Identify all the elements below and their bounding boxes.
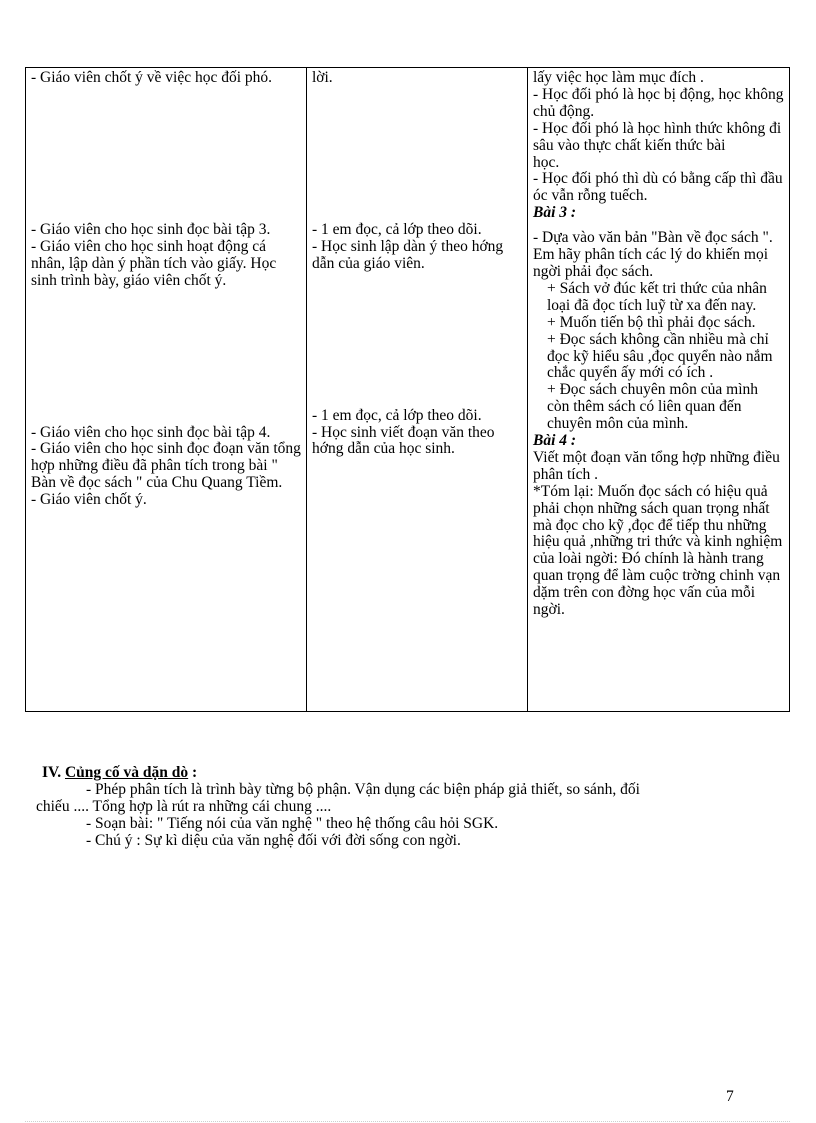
section-title: Củng cố và dặn dò bbox=[64, 764, 189, 781]
student-activity-cell bbox=[307, 68, 528, 712]
table-row bbox=[26, 68, 790, 712]
text-block: + Đọc sách chuyên môn của mình còn thêm sách có liên quan đến chuyên môn của mình. bbox=[547, 381, 759, 433]
summary-line: chiếu .... Tổng hợp là rút ra những cái chung .... bbox=[36, 797, 332, 815]
text-block: - 1 em đọc, cả lớp theo dõi. bbox=[312, 406, 482, 424]
text-block: - 1 em đọc, cả lớp theo dõi. bbox=[312, 220, 482, 238]
consolidation-section bbox=[36, 765, 781, 850]
section-number: IV. bbox=[42, 764, 62, 781]
text-block: - Học đối phó thì dù có bằng cấp thì đầu óc vẫn rỗng tuếch. bbox=[533, 170, 783, 205]
text-block: - Học sinh viết đoạn văn theo hớng dẫn của học sinh. bbox=[312, 423, 495, 458]
text-block: *Tóm lại: Muốn đọc sách có hiệu quả phải chọn những sách quan trọng nhất mà đọc cho kỹ ,đọc để tiếp thu những hiệu quả ,những tri thức và kinh nghiệm của loài ngời: Đó chính là hành trang quan trọng để làm cuộc trờng chinh vạn dặm trên con đờng học vấn của mỗi ngời. bbox=[533, 482, 783, 619]
exercise-heading: Bài 3 : bbox=[533, 204, 577, 222]
section-colon: : bbox=[188, 764, 198, 781]
exercise-heading: Bài 4 : bbox=[533, 432, 577, 450]
text-block: + Sách vở đúc kết tri thức của nhân loại đã đọc tích luỹ từ xa đến nay. bbox=[547, 279, 767, 314]
content-cell bbox=[528, 68, 790, 712]
section-heading bbox=[36, 765, 781, 782]
text-block: Viết một đoạn văn tổng hợp những điều phân tích . bbox=[533, 448, 780, 483]
text-block: - Học đối phó là học hình thức không đi sâu vào thực chất kiến thức bài bbox=[533, 119, 782, 154]
text-block: - Dựa vào văn bản "Bàn về đọc sách ". Em hãy phân tích các lý do khiến mọi ngời phải đọc sách. bbox=[533, 229, 773, 280]
text-block: - Học sinh lập dàn ý theo hớng dẫn của giáo viên. bbox=[312, 237, 504, 272]
teacher-activity-cell bbox=[26, 68, 307, 712]
text-block: - Giáo viên cho học sinh hoạt động cá nhân, lập dàn ý phần tích vào giấy. Học sinh trình bày, giáo viên chốt ý. bbox=[31, 237, 277, 289]
text-block: - Học đối phó là học bị động, học không chủ động. bbox=[533, 85, 784, 120]
lesson-table bbox=[25, 67, 790, 712]
summary-line: - Phép phân tích là trình bày từng bộ phận. Vận dụng các biện pháp giả thiết, so sánh, đối bbox=[86, 780, 640, 798]
text-block: - Giáo viên cho học sinh đọc bài tập 3. bbox=[31, 220, 271, 238]
note-line: - Chú ý : Sự kì diệu của văn nghệ đối với đời sống con ngời. bbox=[86, 831, 461, 849]
text-block: - Giáo viên chốt ý. bbox=[31, 491, 147, 509]
text-block: + Muốn tiến bộ thì phải đọc sách. bbox=[547, 313, 756, 331]
page-number: 7 bbox=[726, 1088, 734, 1105]
text-block: - Giáo viên chốt ý về việc học đối phó. bbox=[31, 69, 273, 86]
homework-line: - Soạn bài: " Tiếng nói của văn nghệ " theo hệ thống câu hỏi SGK. bbox=[86, 814, 499, 832]
text-block: - Giáo viên cho học sinh đọc bài tập 4. bbox=[31, 423, 271, 441]
text-block: + Đọc sách không cần nhiều mà chỉ đọc kỹ hiểu sâu ,đọc quyển nào nắm chắc quyển ấy mới có ích . bbox=[547, 330, 773, 382]
text-block: lấy việc học làm mục đích . bbox=[533, 69, 704, 86]
text-block: học. bbox=[533, 153, 560, 171]
text-block: lời. bbox=[312, 69, 333, 86]
footer-divider bbox=[25, 1121, 790, 1122]
text-block: - Giáo viên cho học sinh đọc đoạn văn tổng hợp những điều đã phân tích trong bài " Bàn về đọc sách " của Chu Quang Tiềm. bbox=[31, 440, 301, 492]
